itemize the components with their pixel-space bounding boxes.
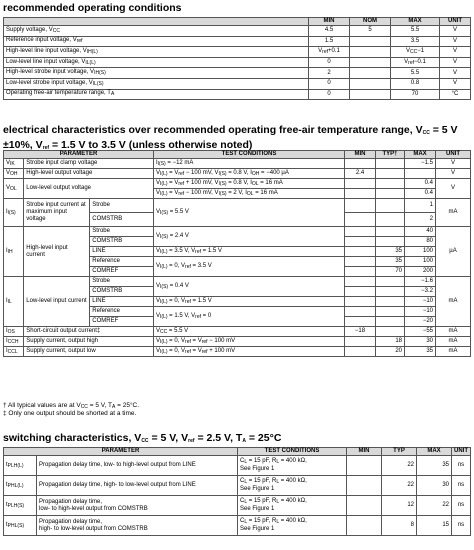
param-symbol: $V_{OH}$ <box>4 169 24 179</box>
col-header-unit: UNIT <box>440 18 471 26</box>
value-unit: V <box>440 57 471 68</box>
param-desc: Low-level input current <box>24 277 90 327</box>
test-condition: $V_{I(L)} = V_{ref} - 100$ mV, $V_{I(S)} = 2$ V, $I_{OL} = 16$ mA <box>154 189 345 199</box>
value-unit: °C <box>440 89 471 100</box>
value-typ: 12 <box>382 496 417 516</box>
value-min <box>345 247 376 257</box>
value-min: 2 <box>309 68 350 79</box>
test-condition: $V_{I(L)} = V_{ref} + 100$ mV, $V_{I(S)} = 0.8$ V, $I_{OL} = 16$ mA <box>154 179 345 189</box>
table-row <box>4 227 471 237</box>
param-desc: Strobe input clamp voltage <box>24 159 154 169</box>
value-unit: V <box>440 26 471 37</box>
test-condition: $V_{CC} = 5.5$ V <box>154 327 345 337</box>
test-condition: $C_L = 15$ pF, $R_L = 400$ kΩ, See Figure 1 <box>238 456 347 476</box>
table-row <box>4 277 471 287</box>
value-max: −10 <box>405 307 436 317</box>
table-row <box>4 516 471 536</box>
value-max: 70 <box>391 89 440 100</box>
value-max: 35 <box>405 347 436 357</box>
col-header-unit: UNIT <box>436 151 471 159</box>
footnote-short: ‡ Only one output should be shorted at a time. <box>3 410 137 417</box>
table-row <box>4 89 471 100</box>
param-sub: COMSTRB <box>90 237 154 247</box>
value-typ <box>376 307 405 317</box>
test-condition: $V_{I(L)} = 1.5$ V, $V_{ref} = 0$ <box>154 307 345 327</box>
footnote-typical: † All typical values are at $V_{CC} = 5$ V, $T_A = 25^\circ C$. <box>3 402 140 410</box>
value-min: 4.5 <box>309 26 350 37</box>
value-unit: ns <box>452 516 471 536</box>
col-header-unit: UNIT <box>452 448 471 456</box>
value-min <box>345 297 376 307</box>
value-max: 35 <box>417 456 452 476</box>
value-unit: V <box>440 36 471 47</box>
electrical-table <box>3 150 471 357</box>
param-desc: Strobe input current at maximum input voltage <box>24 199 90 227</box>
param-sub: COMREF <box>90 267 154 277</box>
col-header-min: MIN <box>309 18 350 26</box>
col-header-conditions: TEST CONDITIONS <box>154 151 345 159</box>
value-max: 22 <box>417 496 452 516</box>
test-condition: $V_{I(L)} = 0$, $V_{ref} = 1.5$ V <box>154 297 345 307</box>
value-min: $V_{ref}+0.1$ <box>309 47 350 58</box>
param-sub: LINE <box>90 247 154 257</box>
value-max: 5.5 <box>391 68 440 79</box>
value-min <box>345 277 376 287</box>
param-symbol: $I_{IL}$ <box>4 277 24 327</box>
value-max: 2 <box>405 213 436 227</box>
value-max: 0.4 <box>405 189 436 199</box>
value-typ <box>376 169 405 179</box>
value-min <box>345 287 376 297</box>
param-symbol: $V_{IK}$ <box>4 159 24 169</box>
value-min <box>345 227 376 237</box>
test-condition: $V_{I(S)} = 2.4$ V <box>154 227 345 247</box>
value-nom <box>350 68 391 79</box>
param-sub: Strobe <box>90 277 154 287</box>
value-min <box>345 237 376 247</box>
switching-table <box>3 447 471 536</box>
value-max: 3.5 <box>391 36 440 47</box>
param-desc: Propagation delay time, low- to high-level output from COMSTRB <box>37 496 238 516</box>
table-row <box>4 26 471 37</box>
param-symbol: $t_{PLH(L)}$ <box>4 456 37 476</box>
value-unit: mA <box>436 277 471 327</box>
param-symbol: $V_{OL}$ <box>4 179 24 199</box>
value-nom <box>350 57 391 68</box>
test-condition: $V_{I(S)} = 5.5$ V <box>154 199 345 227</box>
value-min: −18 <box>345 327 376 337</box>
value-typ: 8 <box>382 516 417 536</box>
value-min: 0 <box>309 89 350 100</box>
value-typ: 20 <box>376 347 405 357</box>
param-symbol: $I_{OS}$ <box>4 327 24 337</box>
param-desc: Supply current, output high <box>24 337 154 347</box>
param-label: High-level line input voltage, $V_{IH(L)}$ <box>4 47 309 58</box>
value-max: −55 <box>405 327 436 337</box>
value-max: $V_{ref}-0.1$ <box>391 57 440 68</box>
param-symbol: $I_{CCL}$ <box>4 347 24 357</box>
value-max: 15 <box>417 516 452 536</box>
value-min <box>345 307 376 317</box>
value-max: −1.5 <box>405 159 436 169</box>
value-max: 0.4 <box>405 179 436 189</box>
col-header-typ: TYP† <box>376 151 405 159</box>
param-symbol: $t_{PLH(S)}$ <box>4 496 37 516</box>
table-row <box>4 68 471 79</box>
param-label: Low-level strobe input voltage, $V_{IL(S)}$ <box>4 78 309 89</box>
value-max: 100 <box>405 247 436 257</box>
value-typ: 35 <box>376 247 405 257</box>
value-min <box>347 476 382 496</box>
value-min <box>347 496 382 516</box>
value-min <box>345 257 376 267</box>
param-desc: Low-level output voltage <box>24 179 154 199</box>
value-min <box>345 337 376 347</box>
section-title-electrical: electrical characteristics over recommended operating free-air temperature range, $V_{CC} = 5$ V ±10%, $V_{ref} = 1.5$ V to 3.5 V (unless otherwise noted) <box>3 124 458 151</box>
param-sub: COMREF <box>90 317 154 327</box>
value-typ <box>376 237 405 247</box>
param-desc: Supply current, output low <box>24 347 154 357</box>
param-symbol: $t_{PHL(L)}$ <box>4 476 37 496</box>
param-sub: Reference <box>90 307 154 317</box>
value-unit: mA <box>436 199 471 227</box>
param-desc: Propagation delay time, low- to high-level output from LINE <box>37 456 238 476</box>
value-min <box>345 159 376 169</box>
value-max: −10 <box>405 297 436 307</box>
param-label: Supply voltage, $V_{CC}$ <box>4 26 309 37</box>
value-unit: V <box>436 159 471 169</box>
value-unit: mA <box>436 337 471 347</box>
col-header-min: MIN <box>347 448 382 456</box>
value-typ: 22 <box>382 456 417 476</box>
value-typ <box>376 159 405 169</box>
col-header-conditions: TEST CONDITIONS <box>238 448 347 456</box>
value-typ: 35 <box>376 257 405 267</box>
value-min <box>347 456 382 476</box>
value-max: 80 <box>405 237 436 247</box>
param-label: Low-level line input voltage, $V_{IL(L)}$ <box>4 57 309 68</box>
value-unit: µA <box>436 227 471 277</box>
value-typ <box>376 327 405 337</box>
table-row <box>4 78 471 89</box>
value-typ: 70 <box>376 267 405 277</box>
value-max: 5.5 <box>391 26 440 37</box>
value-unit: ns <box>452 476 471 496</box>
param-label: High-level strobe input voltage, $V_{IH(S)}$ <box>4 68 309 79</box>
param-label: Reference input voltage, $V_{ref}$ <box>4 36 309 47</box>
value-nom <box>350 36 391 47</box>
test-condition: $V_{I(L)} = 0$, $V_{ref} = V_{ref} - 100$ mV <box>154 337 345 347</box>
value-typ: 22 <box>382 476 417 496</box>
value-max: 30 <box>417 476 452 496</box>
param-desc: Propagation delay time, high- to low-level output from LINE <box>37 476 238 496</box>
value-unit: ns <box>452 456 471 476</box>
value-typ <box>376 287 405 297</box>
value-max: 40 <box>405 227 436 237</box>
param-sub: Strobe <box>90 199 154 213</box>
table-row <box>4 456 471 476</box>
test-condition: $C_L = 15$ pF, $R_L = 400$ kΩ, See Figure 1 <box>238 496 347 516</box>
value-unit: V <box>440 68 471 79</box>
param-sub: COMSTRB <box>90 287 154 297</box>
param-desc: Propagation delay time, high- to low-level output from COMSTRB <box>37 516 238 536</box>
col-header-max: MAX <box>417 448 452 456</box>
col-header-typ: TYP <box>382 448 417 456</box>
param-symbol: $I_{IH}$ <box>4 227 24 277</box>
value-min <box>347 516 382 536</box>
param-sub: LINE <box>90 297 154 307</box>
test-condition: $C_L = 15$ pF, $R_L = 400$ kΩ, See Figure 1 <box>238 516 347 536</box>
value-max: 1 <box>405 199 436 213</box>
test-condition: $V_{I(L)} = 3.5$ V, $V_{ref} = 1.5$ V <box>154 247 345 257</box>
value-typ: 18 <box>376 337 405 347</box>
table-row <box>4 47 471 58</box>
param-label: Operating free-air temperature range, $T_A$ <box>4 89 309 100</box>
value-min: 0 <box>309 57 350 68</box>
table-row <box>4 337 471 347</box>
value-unit: V <box>436 179 471 199</box>
value-nom <box>350 89 391 100</box>
col-header <box>4 18 309 26</box>
value-max: 0.8 <box>391 78 440 89</box>
value-max <box>405 169 436 179</box>
value-max: −20 <box>405 317 436 327</box>
table-row <box>4 327 471 337</box>
table-row <box>4 496 471 516</box>
value-unit: V <box>440 47 471 58</box>
value-nom <box>350 78 391 89</box>
param-symbol: $t_{PHL(S)}$ <box>4 516 37 536</box>
col-header-parameter: PARAMETER <box>4 151 154 159</box>
param-desc: Short-circuit output current‡ <box>24 327 154 337</box>
param-desc: High-level input current <box>24 227 90 277</box>
value-typ <box>376 227 405 237</box>
col-header-parameter: PARAMETER <box>4 448 238 456</box>
value-unit: ns <box>452 496 471 516</box>
test-condition: $V_{I(L)} = V_{ref} - 100$ mV, $V_{I(S)} = 0.8$ V, $I_{OH} = -400$ µA <box>154 169 345 179</box>
value-typ <box>376 297 405 307</box>
value-min <box>345 317 376 327</box>
section-title-switching: switching characteristics, $V_{CC} = 5$ V, $V_{ref} = 2.5$ V, $T_A = 25^\circ C$ <box>3 432 282 444</box>
test-condition: $C_L = 15$ pF, $R_L = 400$ kΩ, See Figure 1 <box>238 476 347 496</box>
test-condition: $V_{I(L)} = 0$, $V_{ref} = 3.5$ V <box>154 257 345 277</box>
col-header-max: MAX <box>405 151 436 159</box>
value-min <box>345 267 376 277</box>
value-min <box>345 347 376 357</box>
value-nom <box>350 47 391 58</box>
test-condition: $V_{I(L)} = 0$, $V_{ref} = V_{ref} + 100$ mV <box>154 347 345 357</box>
value-max: 200 <box>405 267 436 277</box>
table-row <box>4 36 471 47</box>
param-sub: Strobe <box>90 227 154 237</box>
col-header-max: MAX <box>391 18 440 26</box>
value-min: 1.5 <box>309 36 350 47</box>
table-row <box>4 476 471 496</box>
value-typ <box>376 277 405 287</box>
param-sub: Reference <box>90 257 154 267</box>
table-row <box>4 57 471 68</box>
param-sub: COMSTRB <box>90 213 154 227</box>
table-row <box>4 347 471 357</box>
value-unit: mA <box>436 347 471 357</box>
test-condition: $I_{I(S)} = -12$ mA <box>154 159 345 169</box>
value-unit: V <box>440 78 471 89</box>
col-header-nom: NOM <box>350 18 391 26</box>
value-min: 0 <box>309 78 350 89</box>
recommended-table <box>3 17 471 100</box>
test-condition: $V_{I(S)} = 0.4$ V <box>154 277 345 297</box>
value-max: −1.6 <box>405 277 436 287</box>
param-desc: High-level output voltage <box>24 169 154 179</box>
section-title-recommended: recommended operating conditions <box>3 2 182 14</box>
value-nom: 5 <box>350 26 391 37</box>
value-max: −3.2 <box>405 287 436 297</box>
value-typ <box>376 317 405 327</box>
value-unit: V <box>436 169 471 179</box>
value-max: 30 <box>405 337 436 347</box>
value-min: 2.4 <box>345 169 376 179</box>
value-unit: mA <box>436 327 471 337</box>
param-symbol: $I_{I(S)}$ <box>4 199 24 227</box>
param-symbol: $I_{CCH}$ <box>4 337 24 347</box>
col-header-min: MIN <box>345 151 376 159</box>
value-max: $V_{CC}-1$ <box>391 47 440 58</box>
value-max: 100 <box>405 257 436 267</box>
